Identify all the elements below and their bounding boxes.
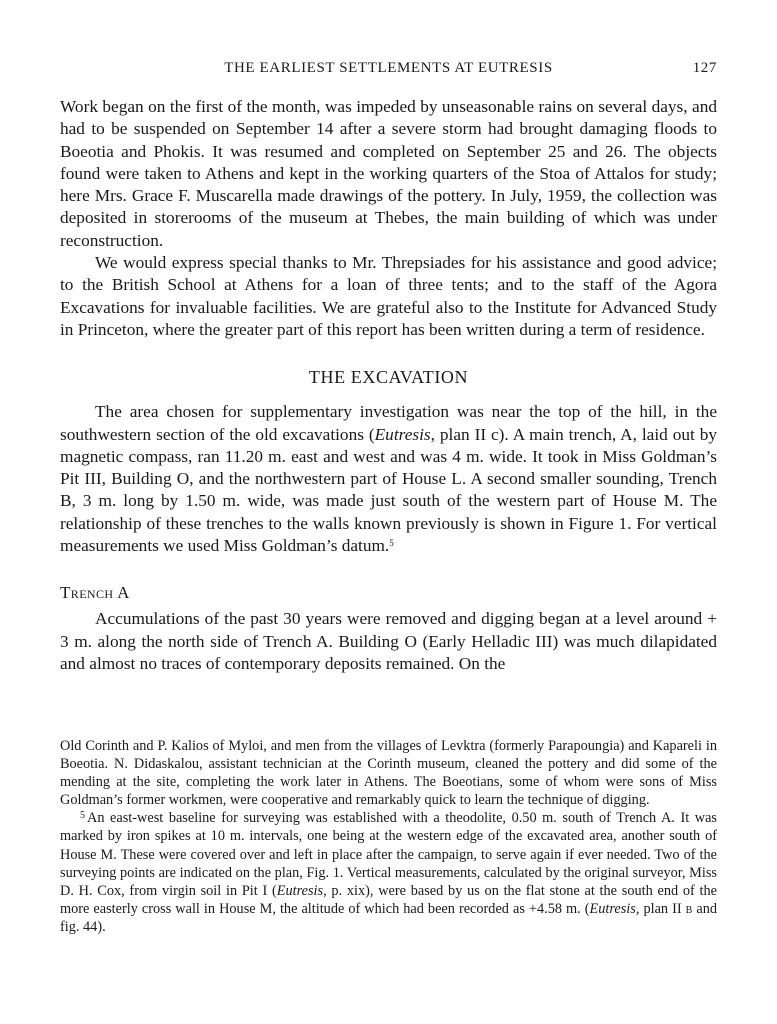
paragraph-work-began: Work began on the first of the month, was impeded by unseasonable rains on several days, and had to be suspended on September 14 after a severe storm had brought damaging floods to Boeotia and Phokis. It was resumed and completed on September 25 and 26. The objects found were taken to Athens and kept in the working quarters of the Stoa of Attalos for study; here Mrs. Grace F. Muscarella made drawings of the pottery. In July, 1959, the collection was deposited in storerooms of the museum at Thebes, the main building of which was under reconstruction. [60, 97, 717, 250]
footnote-ref: 5 [389, 538, 394, 549]
subsection-title: Trench A [60, 583, 130, 603]
paragraph-text: , plan II c). A main trench, A, laid out by magnetic compass, ran 11.20 m. east and west and was 4 m. wide. It took in Miss Goldman’s Pit III, Building O, and the northwestern part of House L. A second smaller sounding, Trench B, 3 m. long by 1.50 m. wide, was made just south of the western part of House M. The relationship of these trenches to the walls known previously is shown in Figure 1. For vertical measurements we used Miss Goldman’s datum. [60, 424, 717, 556]
footnote-text: , p. xix), were based by us on the flat stone at the south end of the more easterly cross wall in House M, the altitude of which had been recorded as +4.58 m. ( [60, 882, 717, 917]
footnote-text: An east-west baseline for surveying was established with a theodolite, 0.50 m. south of Trench A. It was marked by iron spikes at 10 m. intervals, one being at the western edge of the excavated area, another south of House M. These were covered over and left in place after the campaign, to serve again if ever needed. Two of the surveying points are indicated on the plan, Fig. 1. Vertical measurements, calculated by the original surveyor, Miss D. H. Cox, from virgin soil in Pit I ( [60, 810, 717, 899]
body-text [60, 96, 717, 675]
italic-citation: Eutresis [276, 882, 324, 899]
running-title: THE EARLIEST SETTLEMENTS AT EUTRESIS [224, 60, 553, 76]
footnote-number: 5 [80, 810, 85, 822]
plan-letter: b [685, 900, 693, 917]
footnote-text: , plan II [635, 900, 686, 917]
footnote-5 [60, 809, 717, 936]
paragraph-thanks: We would express special thanks to Mr. Threpsiades for his assistance and good advice; to the British School at Athens for a loan of three tents; and to the staff of the Agora Excavations for invaluable facilities. We are grateful also to the Institute for Advanced Study in Princeton, where the greater part of this report has been written during a term of residence. [60, 253, 717, 339]
footnote-continued: Old Corinth and P. Kalios of Myloi, and men from the villages of Levktra (formerly Parapoungia) and Kapareli in Boeotia. N. Didaskalou, assistant technician at the Corinth museum, cleaned the pottery and did some of the mending at the site, completing the work later in Athens. The Boeotians, some of whom were sons of Miss Goldman’s former workmen, were cooperative and remarkably quick to learn the technique of digging. [60, 738, 717, 809]
running-head [60, 60, 717, 82]
section-title: THE EXCAVATION [308, 367, 469, 388]
footnotes [60, 737, 717, 936]
paragraph-accumulations: Accumulations of the past 30 years were removed and digging began at a level around + 3 m. along the north side of Trench A. Building O (Early Helladic III) was much dilapidated and almost no traces of contemporary deposits remained. On the [60, 609, 717, 673]
italic-citation: Eutresis [374, 424, 431, 444]
footnote-text: and fig. 44). [60, 900, 717, 935]
page-number: 127 [692, 60, 717, 76]
paragraph-text: The area chosen for supplementary investigation was near the top of the hill, in the southwestern section of the old excavations ( [60, 402, 717, 444]
paragraph-area-chosen [60, 401, 717, 557]
italic-citation: Eutresis [589, 900, 636, 917]
